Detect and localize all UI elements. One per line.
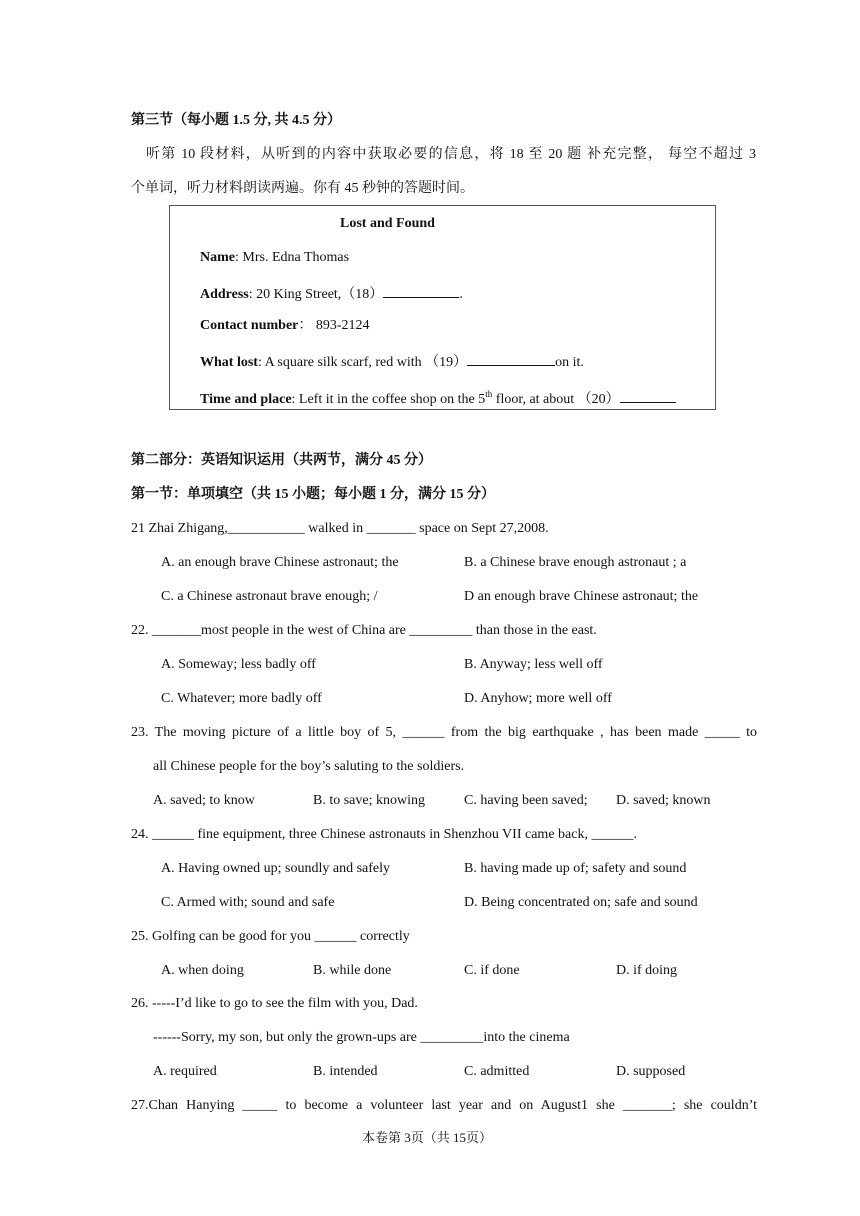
lost-and-found-form (169, 205, 716, 410)
q23-option-b[interactable]: B. to save; knowing (313, 793, 425, 808)
q26-stem-line1: 26. -----I’d like to go to see the film with you, Dad. (131, 996, 418, 1011)
time-value: : Left it in the coffee shop on the 5 (291, 392, 486, 407)
contact-value: ： 893-2124 (298, 318, 370, 333)
q25-option-b[interactable]: B. while done (313, 963, 392, 978)
q22-option-c[interactable]: C. Whatever; more badly off (161, 691, 322, 706)
q25-stem: 25. Golfing can be good for you ______ correctly (131, 929, 410, 944)
q26-stem-line2: ------Sorry, my son, but only the grown-ups are _________into the cinema (153, 1030, 570, 1045)
lost-label: What lost (200, 355, 258, 370)
section3-instruction-line1: 听第 10 段材料，从听到的内容中获取必要的信息，将 18 至 20 题 补充完整， 每空不超过 3 (146, 147, 756, 162)
q22-stem: 22. _______most people in the west of China are _________ than those in the east. (131, 623, 597, 638)
time-superscript: th (485, 389, 493, 399)
q21-option-d[interactable]: D an enough brave Chinese astronaut; the (464, 589, 699, 604)
lost-value: : A square silk scarf, red with （19） (257, 355, 468, 370)
q24-option-d[interactable]: D. Being concentrated on; safe and sound (464, 895, 698, 910)
q26-option-c[interactable]: C. admitted (464, 1064, 530, 1079)
form-address-row (200, 283, 463, 304)
q23-stem-line2: all Chinese people for the boy’s saluting to the soldiers. (153, 759, 465, 774)
part2-subheading: 第一节：单项填空（共 15 小题；每小题 1 分，满分 15 分） (131, 487, 495, 502)
q22-option-b[interactable]: B. Anyway; less well off (464, 657, 603, 672)
q23-option-d[interactable]: D. saved; known (616, 793, 711, 808)
q21-option-c[interactable]: C. a Chinese astronaut brave enough; / (161, 589, 378, 604)
part2-heading: 第二部分：英语知识运用（共两节，满分 45 分） (131, 453, 432, 468)
form-contact-row (200, 317, 370, 335)
q26-option-a[interactable]: A. required (153, 1064, 217, 1079)
q21-stem: 21 Zhai Zhigang,___________ walked in _______ space on Sept 27,2008. (131, 521, 549, 536)
q24-option-b[interactable]: B. having made up of; safety and sound (464, 861, 687, 876)
section3-instruction-line2: 个单词，听力材料朗读两遍。你有 45 秒钟的答题时间。 (131, 181, 474, 196)
blank-19[interactable] (467, 351, 555, 366)
q21-option-a[interactable]: A. an enough brave Chinese astronaut; the (161, 555, 399, 570)
q24-option-a[interactable]: A. Having owned up; soundly and safely (161, 861, 391, 876)
q23-stem-line1: 23. The moving picture of a little boy of 5, ______ from the big earthquake , has been made _____ to (131, 725, 757, 740)
q24-option-c[interactable]: C. Armed with; sound and safe (161, 895, 335, 910)
q22-option-a[interactable]: A. Someway; less badly off (161, 657, 316, 672)
section3-heading: 第三节（每小题 1.5 分, 共 4.5 分） (131, 113, 341, 128)
q24-stem: 24. ______ fine equipment, three Chinese astronauts in Shenzhou VII came back, ______. (131, 827, 637, 842)
lost-end: on it. (555, 355, 584, 370)
address-label: Address (200, 287, 249, 302)
q22-option-d[interactable]: D. Anyhow; more well off (464, 691, 612, 706)
q23-option-a[interactable]: A. saved; to know (153, 793, 255, 808)
name-label: Name (200, 250, 235, 265)
q25-option-d[interactable]: D. if doing (616, 963, 678, 978)
q26-option-d[interactable]: D. supposed (616, 1064, 686, 1079)
blank-20[interactable] (620, 388, 676, 403)
q27-stem: 27.Chan Hanying _____ to become a volunteer last year and on August1 she _______; she couldn’t (131, 1098, 757, 1113)
blank-18[interactable] (383, 283, 459, 298)
time-label: Time and place (200, 392, 292, 407)
page-footer: 本卷第 3页（共 15页） (362, 1130, 493, 1145)
time-value2: floor, at about （20） (492, 392, 620, 407)
address-value: : 20 King Street,（18） (248, 287, 384, 302)
q25-option-c[interactable]: C. if done (464, 963, 520, 978)
q23-option-c[interactable]: C. having been saved; (464, 793, 588, 808)
contact-label: Contact number (200, 318, 299, 333)
form-time-row (200, 385, 676, 409)
q21-option-b[interactable]: B. a Chinese brave enough astronaut ; a (464, 555, 687, 570)
form-title: Lost and Found (340, 216, 435, 231)
q25-option-a[interactable]: A. when doing (161, 963, 244, 978)
q26-option-b[interactable]: B. intended (313, 1064, 378, 1079)
name-value: : Mrs. Edna Thomas (235, 250, 350, 265)
form-name-row (200, 249, 349, 267)
address-end: . (459, 287, 463, 302)
form-lost-row (200, 351, 584, 372)
